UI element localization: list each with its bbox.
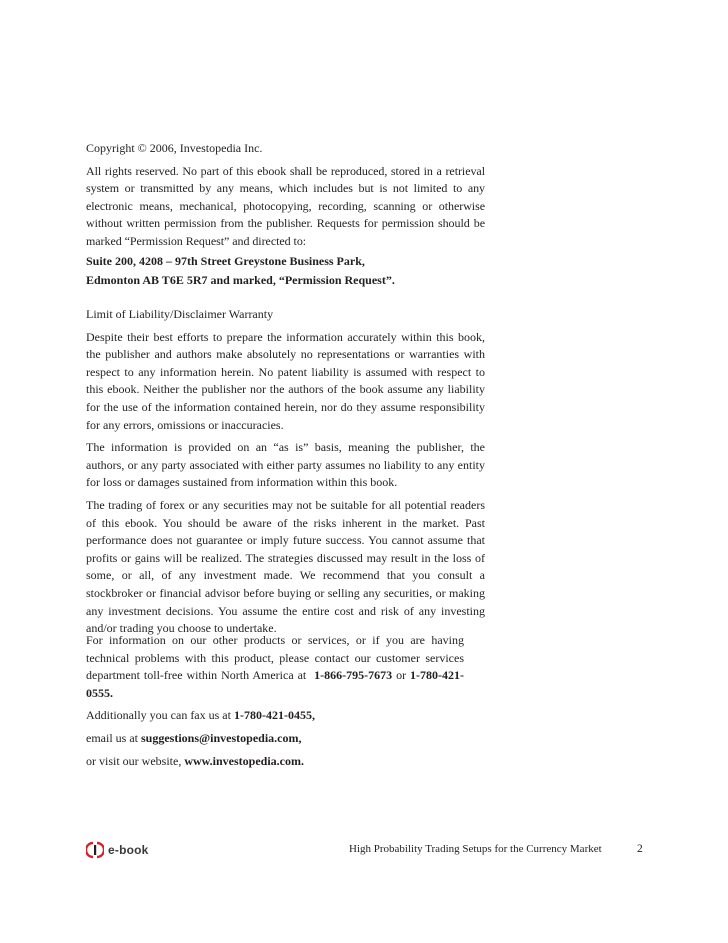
phone-tollfree: 1-866-795-7673 bbox=[314, 668, 393, 683]
address-line-1: Suite 200, 4208 – 97th Street Greystone Business Park, bbox=[86, 253, 365, 268]
email-link[interactable]: suggestions@investopedia.com, bbox=[140, 730, 302, 745]
website-link[interactable]: www.investopedia.com. bbox=[184, 753, 304, 768]
disclaimer-paragraph-1: Despite their best efforts to prepare the information accurately within this book, the publisher and authors make absolutely no representations or warranties with respect to any information herein. No patent liability is assumed with respect to this ebook. Neither the publisher nor the authors of the book assume any liability for the use of the information contained herein, nor do they assume responsibility for any errors, omissions or inaccuracies. bbox=[86, 329, 485, 432]
disclaimer-paragraph-3: The trading of forex or any securities may not be suitable for all potential readers of this ebook. You should be aware of the risks inherent in the market. Past performance does not guarantee or imply future success. You cannot assume that profits or gains will be realized. The strategies discussed may result in the loss of some, or all, of any investment made. We recommend that you consult a stockbroker or financial advisor before buying or selling any securities, or making any investment decisions. You assume the entire cost and risk of any investing and/or trading you choose to undertake. bbox=[86, 497, 485, 636]
disclaimer-paragraph-2: The information is provided on an “as is” basis, meaning the publisher, the authors, or any party associated with either party assumes no liability to any entity for loss or damages sustained from information within this book. bbox=[86, 440, 485, 490]
contact-section bbox=[86, 632, 464, 770]
copyright-line: Copyright © 2006, Investopedia Inc. bbox=[86, 141, 263, 155]
phone-local: 1-780-421-0555. bbox=[86, 668, 465, 700]
page-number: 2 bbox=[637, 843, 643, 855]
book-title: High Probability Trading Setups for the Currency Market bbox=[349, 843, 602, 855]
ebook-logo bbox=[86, 841, 149, 859]
rights-paragraph: All rights reserved. No part of this ebook shall be reproduced, stored in a retrieval system or transmitted by any means, which includes but is not limited to any electronic means, mechanical, photocopying, recording, scanning or otherwise without written permission from the publisher. Requests for permission should be marked “Permission Request” and directed to: bbox=[86, 163, 485, 248]
disclaimer-section bbox=[86, 306, 485, 638]
disclaimer-heading: Limit of Liability/Disclaimer Warranty bbox=[86, 307, 274, 321]
contact-paragraph: For information on our other products or services, or if you are having technical problems with this product, please contact our customer services department toll-free within North America at 1-866-795-7673 or 1-780-421-0555. bbox=[86, 633, 465, 700]
website-line: or visit our website, www.investopedia.com. bbox=[86, 753, 304, 768]
logo-text: e-book bbox=[108, 843, 149, 857]
investopedia-logo-icon bbox=[86, 841, 104, 859]
page-footer bbox=[86, 838, 728, 868]
address-line-2: Edmonton AB T6E 5R7 and marked, “Permission Request”. bbox=[86, 273, 395, 288]
copyright-section bbox=[86, 140, 485, 290]
fax-line: Additionally you can fax us at 1-780-421-0455, bbox=[86, 708, 315, 723]
email-line: email us at suggestions@investopedia.com, bbox=[86, 730, 302, 745]
